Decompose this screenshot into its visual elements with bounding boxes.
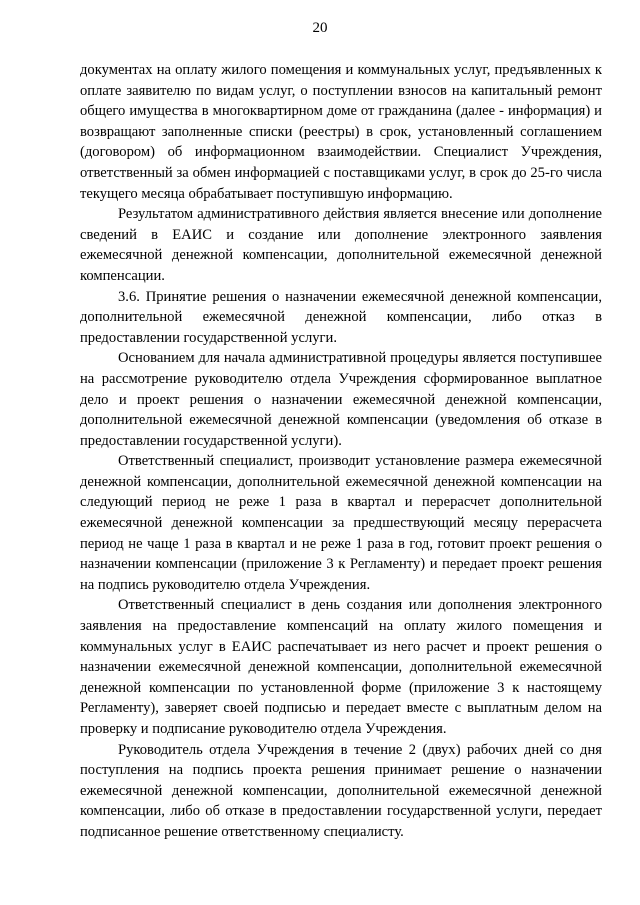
body-text [80,60,602,843]
paragraph-4: Основанием для начала административной процедуры является поступившее на рассмотрение руководителю отдела Учреждения сформированное выплатное дело и проект решения о назначении ежемесячной денежной компенсации, дополнительной ежемесячной денежной компенсации (уведомления об отказе в предоставлении государственной услуги). [80,350,602,449]
paragraph-1: документах на оплату жилого помещения и коммунальных услуг, предъявленных к оплате заявителю по видам услуг, о поступлении взносов на капитальный ремонт общего имущества в многоквартирном доме от гражданина (далее - информация) и возвращают заполненные списки (реестры) в срок, установленный соглашением (договором) об информационном взаимодействии. Специалист Учреждения, ответственный за обмен информацией с поставщиками услуг, в срок до 25-го числа текущего месяца обрабатывает поступившую информацию. [80,62,602,202]
section-heading-3-6: 3.6. Принятие решения о назначении ежемесячной денежной компенсации, дополнительной ежемесячной денежной компенсации, либо отказ в предоставлении государственной услуги. [80,288,602,346]
paragraph-6: Ответственный специалист в день создания или дополнения электронного заявления на предоставление компенсаций на оплату жилого помещения и коммунальных услуг в ЕАИС распечатывает из него расчет и проект решения о назначении ежемесячной денежной компенсации, дополнительной ежемесячной денежной компенсации по установленной форме (приложение 3 к настоящему Регламенту), заверяет своей подписью и передает вместе с выплатным делом на проверку и подписание руководителю отдела Учреждения. [80,597,602,737]
paragraph-5: Ответственный специалист, производит установление размера ежемесячной денежной компенсации, дополнительной ежемесячной денежной компенсации на следующий период не реже 1 раза в квартал и перерасчет дополнительной ежемесячной денежной компенсации за предшествующий месяцу перерасчета период не чаще 1 раза в квартал и не реже 1 раза в год, готовит проект решения о назначении компенсации (приложение 3 к Регламенту) и передает проект решения на подпись руководителю отдела Учреждения. [80,453,602,593]
page-number: 20 [312,20,328,36]
paragraph-7: Руководитель отдела Учреждения в течение 2 (двух) рабочих дней со дня поступления на подпись проекта решения принимает решение о назначении ежемесячной денежной компенсации, дополнительной ежемесячной денежной компенсации, либо об отказе в предоставлении государственной услуги, передает подписанное решение ответственному специалисту. [80,741,602,840]
paragraph-2: Результатом административного действия является внесение или дополнение сведений в ЕАИС и создание или дополнение электронного заявления ежемесячной денежной компенсации, дополнительной ежемесячной денежной компенсации. [80,206,602,284]
